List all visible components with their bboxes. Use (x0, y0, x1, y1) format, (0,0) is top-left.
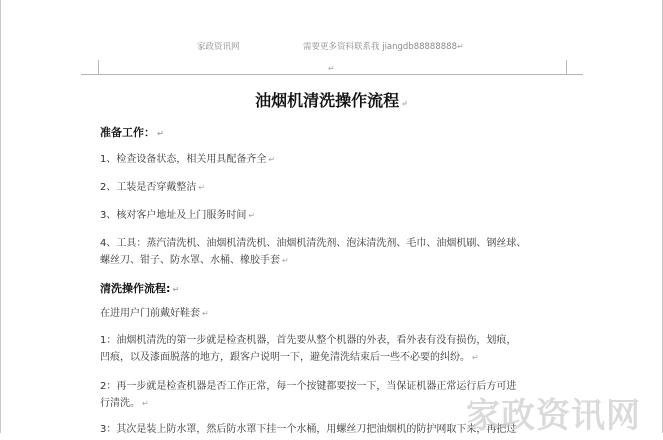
header-contact: 需要更多资料联系我 jiangdb88888888 (303, 42, 457, 52)
list-item-continued[interactable] (100, 251, 570, 271)
list-item[interactable] (100, 206, 570, 226)
header-left-text: 家政资讯网 (197, 42, 240, 52)
paragraph-mark-icon: ↵ (172, 285, 180, 294)
paragraph-mark-icon: ↵ (472, 353, 479, 362)
paragraph-mark-icon: ↵ (248, 211, 256, 220)
list-item-text: 2、工装是否穿戴整洁 (100, 182, 197, 193)
paragraph-mark-icon: ↵ (282, 256, 289, 265)
header-divider (81, 74, 583, 75)
section-heading-prep[interactable] (100, 123, 570, 144)
list-item-text: 1、检查设备状态，相关用具配备齐全 (100, 154, 267, 165)
document-title-text: 油烟机清洗操作流程 (255, 91, 400, 110)
header-right-text (303, 40, 464, 52)
paragraph-text: 行清洗。 (100, 398, 140, 409)
header-margin-bracket-left (98, 60, 99, 74)
paragraph-mark-icon: ↵ (202, 309, 209, 318)
page-header (0, 40, 663, 54)
heading-text: 准备工作： (100, 126, 155, 139)
list-item[interactable] (100, 150, 570, 170)
paragraph-mark-icon: ↵ (328, 64, 335, 73)
paragraph-text: 1：油烟机清洗的第一步就是检查机器，首先要从整个机器的外表，看外表有没有损伤，划痕， (100, 335, 517, 346)
paragraph-mark-icon: ↵ (157, 129, 164, 138)
document-title[interactable] (0, 88, 663, 111)
paragraph-mark-icon: ↵ (142, 399, 149, 408)
paragraph-text: 在进用户门前戴好鞋套 (100, 308, 200, 319)
header-margin-bracket-right (566, 60, 567, 74)
paragraph-text: 2：再一步就是检查机器是否工作正常，每一个按键都要按一下，当保证机器正常运行后方可进 (100, 381, 517, 392)
list-item-text: 3、核对客户地址及上门服务时间 (100, 210, 247, 221)
paragraph-mark-icon: ↵ (456, 42, 464, 51)
paragraph[interactable] (100, 348, 570, 368)
paragraph-mark-icon: ↵ (401, 98, 408, 108)
page-edge-left (0, 0, 1, 433)
paragraph-mark-icon: ↵ (268, 155, 276, 164)
paragraph-text: 凹痕，以及漆面脱落的地方，跟客户说明一下，避免清洗结束后一些不必要的纠纷。 (100, 352, 470, 363)
watermark: 家政资讯网 (466, 396, 641, 436)
list-item[interactable] (100, 178, 570, 198)
paragraph-text: 3：其次是装上防水罩，然后防水罩下挂一个水桶，用螺丝刀把油烟机的防护网取下来，再把过 (100, 424, 517, 435)
list-item-text: 4、工具：蒸汽清洗机、油烟机清洗机、油烟机清洗剂、泡沫清洗剂、毛巾、油烟机刷、钢丝球、 (100, 238, 527, 249)
heading-text: 清洗操作流程 (100, 282, 166, 295)
paragraph-mark-icon: ↵ (198, 183, 206, 192)
heading-suffix: : (166, 282, 171, 295)
list-item-text: 螺丝刀、钳子、防水罩、水桶、橡胶手套 (100, 255, 280, 266)
section-heading-clean[interactable] (100, 279, 570, 300)
paragraph[interactable] (100, 304, 570, 324)
